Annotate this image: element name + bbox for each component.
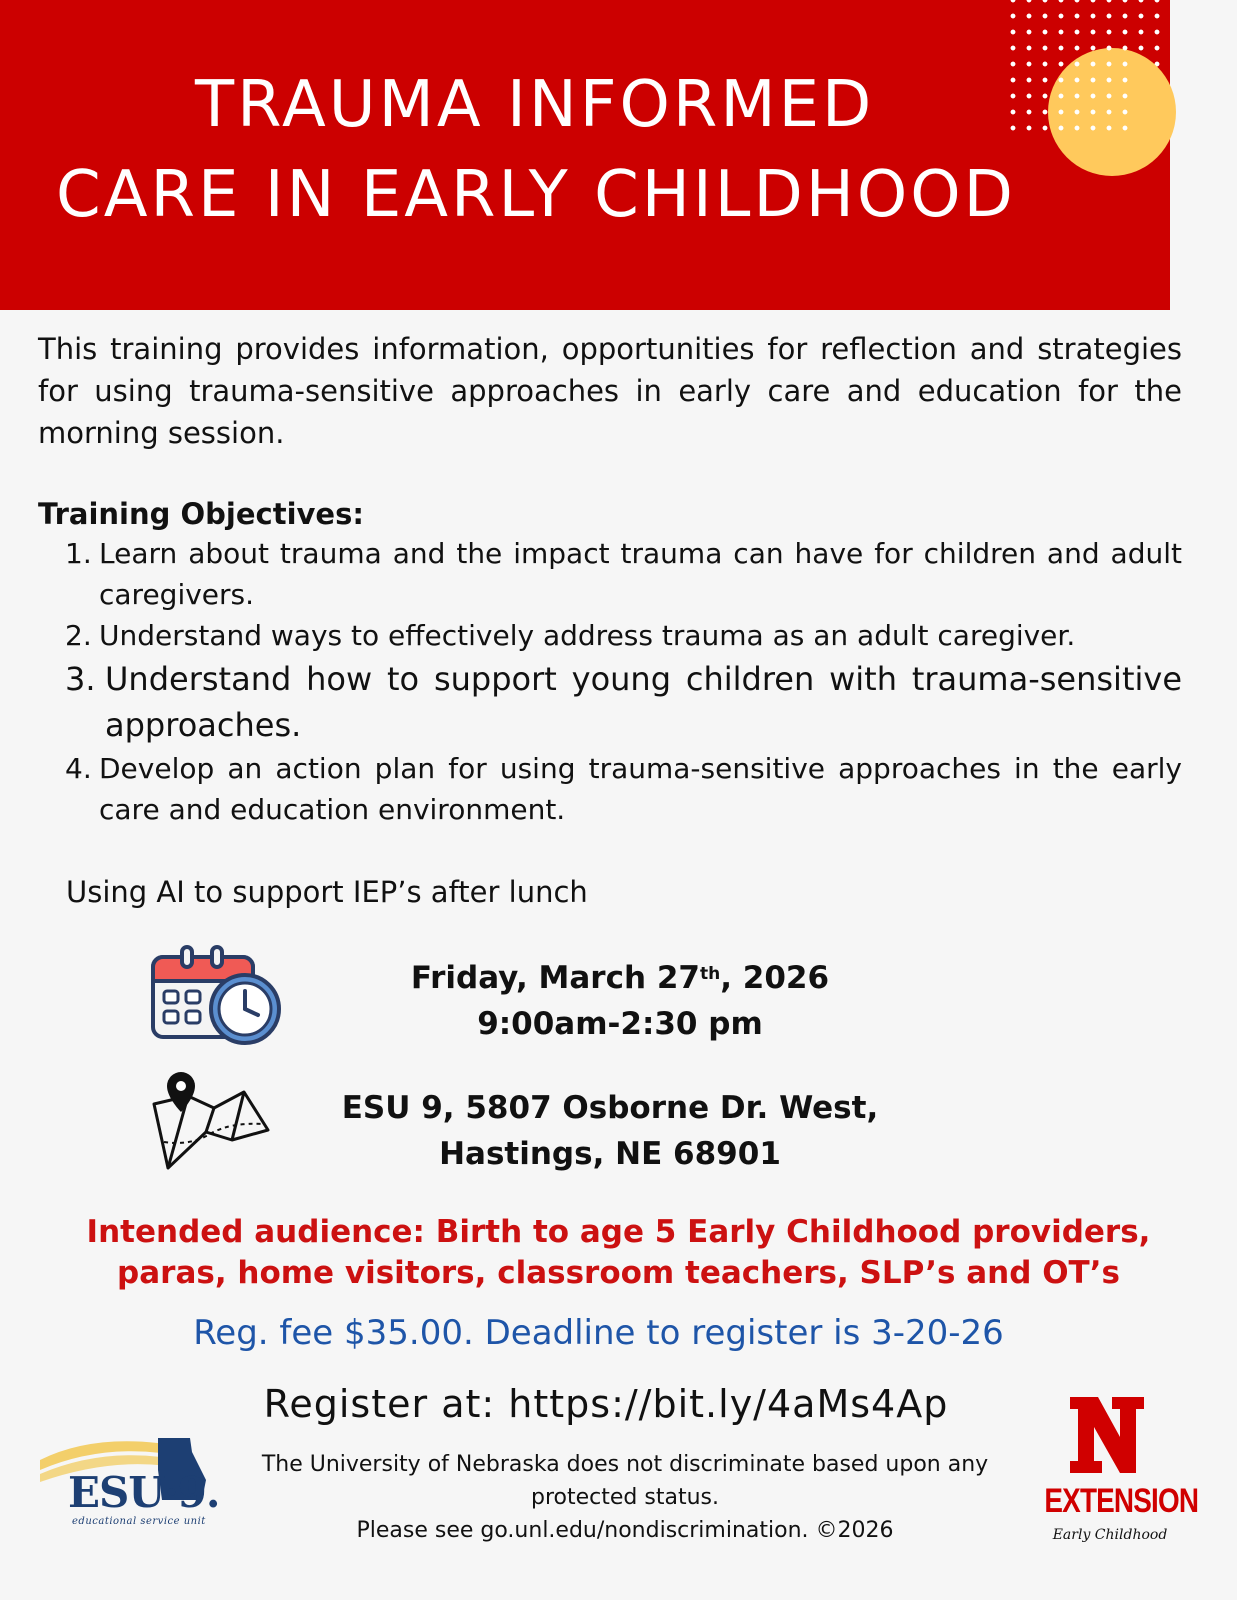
- yellow-circle-decoration: [1048, 48, 1176, 176]
- objective-number: 3.: [65, 660, 96, 698]
- objective-item: [65, 533, 1182, 615]
- event-date: Friday, March 27th, 2026: [410, 960, 830, 996]
- after-lunch-note: Using AI to support IEP’s after lunch: [66, 875, 588, 909]
- intended-audience: [20, 1212, 1217, 1294]
- objective-text: Understand ways to effectively address trauma as an adult caregiver.: [99, 619, 1076, 652]
- objective-text: Learn about trauma and the impact trauma can have for children and adult caregivers.: [99, 537, 1182, 611]
- disclaimer-line-2: protected status.: [531, 1485, 719, 1510]
- audience-line-2: paras, home visitors, classroom teachers, SLP’s and OT’s: [117, 1255, 1120, 1291]
- address-line-2: Hastings, NE 68901: [439, 1136, 781, 1172]
- objective-item: [65, 656, 1182, 748]
- event-date-time: [360, 955, 880, 1047]
- address-line-1: ESU 9, 5807 Osborne Dr. West,: [341, 1090, 879, 1126]
- calendar-clock-icon: [150, 943, 285, 1053]
- objective-item: [65, 615, 1182, 656]
- extension-logo-text: EXTENSION: [1044, 1482, 1199, 1520]
- objectives-heading: Training Objectives:: [38, 497, 364, 531]
- intro-paragraph: This training provides information, opportunities for reflection and strategies for using trauma-sensitive approaches in early care and education for the morning session.: [38, 332, 1182, 450]
- registration-fee: Reg. fee $35.00. Deadline to register is 3-20-26: [193, 1313, 1004, 1353]
- extension-logo-subtitle: Early Childhood: [1052, 1527, 1168, 1543]
- dot-pattern-overlay: [1048, 48, 1128, 138]
- nondiscrimination-disclaimer: [250, 1448, 1000, 1547]
- objectives-list: [65, 533, 1182, 830]
- title-line-1: TRAUMA INFORMED: [195, 68, 875, 142]
- event-address: [300, 1085, 920, 1177]
- map-pin-icon: [150, 1068, 272, 1178]
- title-banner: [0, 0, 1170, 310]
- objective-number: 2.: [65, 619, 92, 652]
- nebraska-n-logo: [1068, 1395, 1146, 1475]
- objective-text: Understand how to support young children with trauma-sensitive approaches.: [105, 660, 1182, 744]
- objective-item: [65, 748, 1182, 830]
- title-line-2: CARE IN EARLY CHILDHOOD: [56, 158, 1016, 232]
- esu-logo-text: ESU·9.: [68, 1468, 220, 1517]
- esu-logo-subtitle: educational service unit: [72, 1516, 206, 1527]
- register-link[interactable]: Register at: https://bit.ly/4aMs4Ap: [263, 1382, 949, 1426]
- objective-number: 1.: [65, 537, 92, 570]
- audience-line-1: Intended audience: Birth to age 5 Early Childhood providers,: [86, 1214, 1151, 1250]
- objective-text: Develop an action plan for using trauma-sensitive approaches in the early care and education environment.: [99, 752, 1182, 826]
- event-time: 9:00am-2:30 pm: [477, 1006, 763, 1042]
- disclaimer-line-3: Please see go.unl.edu/nondiscrimination. ©2026: [356, 1518, 894, 1543]
- disclaimer-line-1: The University of Nebraska does not discriminate based upon any: [261, 1452, 989, 1477]
- objective-number: 4.: [65, 752, 92, 785]
